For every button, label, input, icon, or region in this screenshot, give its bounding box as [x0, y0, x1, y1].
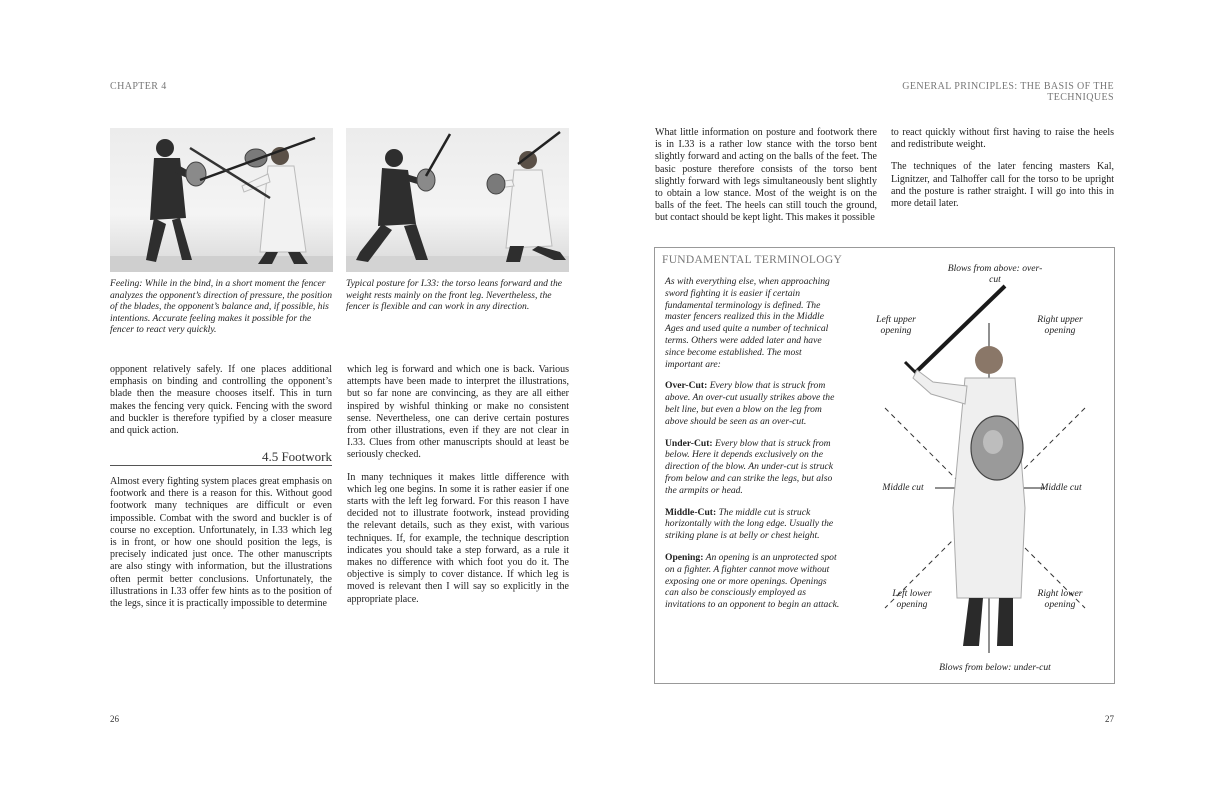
label-middle-cut-right: Middle cut	[1040, 482, 1082, 493]
box-title: FUNDAMENTAL TERMINOLOGY	[662, 254, 843, 266]
page-number-left: 26	[110, 714, 119, 724]
label-blows-from-above: Blows from above: over-cut	[947, 263, 1043, 285]
label-right-lower-opening: Right lower opening	[1037, 588, 1083, 610]
right-page-column-2	[891, 127, 1114, 220]
term-definition: Every blow that is struck from above. An over-cut usually strikes above the belt line, but even a blow on the leg from above should be seen as an over-cut.	[665, 380, 835, 427]
term-definition: Every blow that is struck from below. Here it depends exclusively on the direction of the blow. An under-cut is struck from below and can strike the legs, but also the armpits or head.	[665, 437, 834, 496]
section-rule	[110, 465, 332, 466]
term-label: Over-Cut:	[665, 380, 708, 392]
left-page-column-1	[110, 364, 332, 447]
label-left-lower-opening: Left lower opening	[892, 588, 932, 610]
section-heading-footwork: 4.5 Footwork	[261, 449, 332, 464]
paragraph: opponent relatively safely. If one places additional emphasis on binding and controlling the opponent’s blade then the measure chooses itself. This in turn makes the fencing very quick. Fencing with the sword and buckler is therefore typified by a closer measure and quick action.	[110, 364, 332, 437]
label-middle-cut-left: Middle cut	[882, 482, 924, 493]
label-right-upper-opening: Right upper opening	[1037, 314, 1083, 336]
label-left-upper-opening: Left upper opening	[876, 314, 916, 336]
left-page-column-2	[347, 364, 569, 616]
term-label: Opening:	[665, 551, 704, 563]
term-label: Middle-Cut:	[665, 506, 717, 518]
photo-caption-feeling: Feeling: While in the bind, in a short moment the fencer analyzes the opponent’s direction of pressure, the position of the blades, the opponent’s balance and, if possible, his intentions. Accurate feeling makes it possible for the fencer to react very quickly.	[110, 278, 333, 336]
paragraph: The techniques of the later fencing masters Kal, Lignitzer, and Talhoffer call for the torso to be upright and the posture is rather straight. I will go into this in more detail later.	[891, 161, 1114, 210]
running-head-left: CHAPTER 4	[110, 81, 167, 92]
term-under-cut	[665, 438, 840, 497]
fencer-head	[975, 346, 1003, 374]
terminology-text	[665, 276, 840, 621]
term-definition: An opening is an unprotected spot on a fighter. A fighter cannot move without exposing one or more openings. Openings can also be consciously employed as invitations to an opponent to begin an attack.	[665, 551, 840, 611]
term-over-cut	[665, 380, 840, 427]
running-head-right: GENERAL PRINCIPLES: THE BASIS OF THE TECHNIQUES	[902, 81, 1114, 103]
photo-typical-posture	[346, 128, 569, 272]
term-definition: The middle cut is struck horizontally with the long edge. Usually the striking plane is at belly or chest height.	[665, 506, 834, 542]
paragraph: Almost every fighting system places great emphasis on footwork and there is a reason for this. Without good footwork many techniques are difficult or even impossible. Combat with the sword and buckler is of course no exception. Unfortunately, in I.33 which leg is in front, or how one should position the legs, is precisely indicated just once. The other manuscripts are also stingy with information, but the illustrations often permit better conclusions. Unfortunately, the illustrations in I.33 offer few hints as to the position of the legs, since it is practically impossible to determine	[110, 476, 332, 610]
paragraph: to react quickly without first having to raise the heels and redistribute weight.	[891, 127, 1114, 151]
left-page-column-1-continued	[110, 476, 332, 620]
paragraph: What little information on posture and footwork there is in I.33 is a rather low stance with the torso bent slightly forward and acting on the balls of the feet. The basic posture therefore consists of the torso bent slightly forward with legs simultaneously bent slightly to obtain a low stance. Most of the weight is on the balls of the feet. The heels can still touch the ground, but contact should be kept light. This makes it possible	[655, 127, 877, 224]
photo-feeling-bind	[110, 128, 333, 272]
term-opening	[665, 552, 840, 611]
label-blows-from-below: Blows from below: under-cut	[939, 662, 1051, 673]
page-number-right: 27	[1105, 714, 1114, 724]
right-page-column-1	[655, 127, 877, 235]
term-middle-cut	[665, 507, 840, 542]
terminology-figure	[865, 278, 1105, 673]
fundamental-terminology-box	[654, 247, 1115, 684]
paragraph: In many techniques it makes little difference with which leg one begins. In some it is rather easier if one starts with the left leg forward. For this reason I have decided not to illustrate footwork, instead providing the relevant details, such as they exist, with various techniques. If, for example, the technique description indicates you should take a step forward, as a rule it makes no difference with which foot you do it. The objective is simply to cover distance. If which leg is moved is relevant then I will say so explicitly in the appropriate place.	[347, 471, 569, 605]
paragraph: which leg is forward and which one is back. Various attempts have been made to interpret the illustrations, but so far none are convincing, as they are all either inspired by wishful thinking or make no consistent sense. Nevertheless, one can derive certain postures from other illustrations, even if they are not clear in I.33. Clues from other manuscripts should at least be seriously checked.	[347, 364, 569, 461]
fencer-coat	[953, 378, 1025, 598]
terminology-intro: As with everything else, when approaching sword fighting it is easier if certain fundamental terminology is defined. The master fencers realized this in the Middle Ages and used quite a number of technical terms. Others were added later and have since become established. The most important are:	[665, 276, 830, 370]
term-label: Under-Cut:	[665, 437, 713, 449]
photo-caption-posture: Typical posture for I.33: the torso leans forward and the weight rests mainly on the front leg. Nevertheless, the fencer is flexible and can work in any direction.	[346, 278, 563, 313]
